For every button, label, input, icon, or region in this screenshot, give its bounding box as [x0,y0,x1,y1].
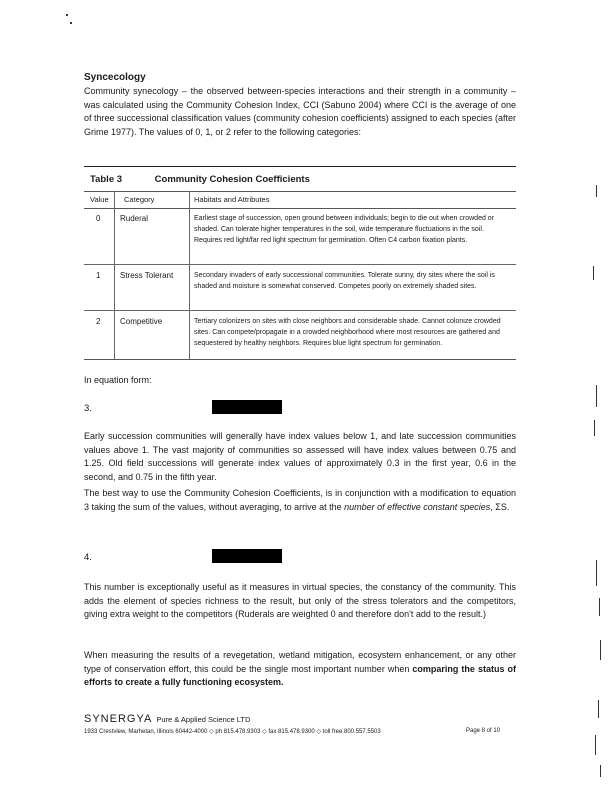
footer-address: 1933 Crestview, Marhetan, Illinois 60442-4000 ◇ ph 815.478.9303 ◇ fax 815.478.9300 ◇ toll free 800.557.5503 [84,729,381,735]
brand-logo-text: SYNERGYA [84,713,153,725]
scan-speck [593,266,594,280]
header-value: Value [90,195,109,204]
conclusion-text: When measuring the results of a revegetation, wetland mitigation, ecosystem enhancement, or any other type of conservation effort, this could be the single most important number when [84,650,516,674]
usefulness-paragraph: This number is exceptionally useful as it measures in virtual species, the constancy of the community. This adds the element of species richness to the result, but only of the stress tolerators and the competitors, giving extra weight to the competitors (Ruderals are weighted 0 and therefore don't add to the result.) [84,582,516,619]
equation-number: 4. [84,552,92,563]
table-row [84,310,516,360]
scan-speck [600,640,601,660]
table-title [90,174,310,185]
row-value: 0 [96,214,101,223]
index-paragraph: Early succession communities will generally have index values below 1, and late succession communities values above 1. The vast majority of communities so assessed will have index values between 0.75 and 1.25. Old field successions will generate index values of approximately 0.3 in the first year, 0.6 in the second, and 0.75 in the fifth year. [84,431,516,482]
conclusion-paragraph [84,649,516,690]
row-category: Ruderal [120,214,149,223]
scan-speck [596,385,597,407]
method-text-end: , ΣS. [490,501,510,512]
cohesion-table [84,166,516,360]
row-description: Earliest stage of succession, open ground between individuals; begin to die out when crowded or shaded. Can tolerate higher temperatures in the soil, wide temperature fluctuations in the soil. Requires red light/far red light spectrum for germination. Often C4 carbon fixation plants. [194,215,495,244]
row-value: 2 [96,317,101,326]
redacted-equation [212,400,282,414]
section-heading: Syncecology [84,72,146,83]
scan-speck [66,14,68,16]
row-value: 1 [96,271,101,280]
table-header-row [84,191,516,209]
row-category: Competitive [120,317,163,326]
page-number: Page 8 of 10 [466,728,501,734]
brand-subtitle: Pure & Applied Science LTD [156,715,251,724]
scan-speck [596,560,597,586]
method-text: The best way to use the Community Cohesion Coefficients, is in conjunction with a modification to equation 3 taking the sum of the values, without averaging, to arrive at the [84,488,516,512]
header-category: Category [124,195,155,204]
scan-speck [598,700,599,718]
scan-speck [600,765,601,777]
row-description: Tertiary colonizers on sites with close neighbors and considerable shade. Cannot colonize crowded sites. Can compete/propagate in a crowded neighborhood where most resources are gathered and sequestered by healthy neighbors. Requires blue light spectrum for germination. [194,318,501,347]
row-category: Stress Tolerant [120,271,174,280]
scan-speck [594,420,595,436]
intro-paragraph: Community synecology – the observed between-species interactions and their strength in a community – was calculated using the Community Cohesion Index, CCI (Sabuno 2004) where CCI is the average of one of three successional classification values (community cohesion coefficients) assigned to each species (after Grime 1977). The values of 0, 1, or 2 refer to the following categories: [84,86,516,137]
scan-speck [599,598,600,616]
table-row [84,208,516,264]
header-habitats: Habitats and Attributes [194,195,270,204]
redacted-equation [212,549,282,563]
scan-speck [70,22,72,24]
equation-lead: In equation form: [84,375,152,385]
footer-brand [84,713,250,725]
table-row [84,264,516,311]
equation-number: 3. [84,403,92,414]
method-paragraph [84,487,516,514]
scan-speck [595,735,596,755]
table-number: Table 3 [90,174,123,185]
table-caption: Community Cohesion Coefficients [154,174,310,185]
scan-speck [596,185,597,197]
row-description: Secondary invaders of early successional communities. Tolerate sunny, dry sites where the soil is shaded and moisture is somewhat conserved. Competes poorly on extremely shaded sites. [194,272,495,290]
method-italic-term: number of effective constant species [344,501,491,512]
conclusion-bold: comparing the status of efforts to create a fully functioning ecosystem. [84,663,516,687]
